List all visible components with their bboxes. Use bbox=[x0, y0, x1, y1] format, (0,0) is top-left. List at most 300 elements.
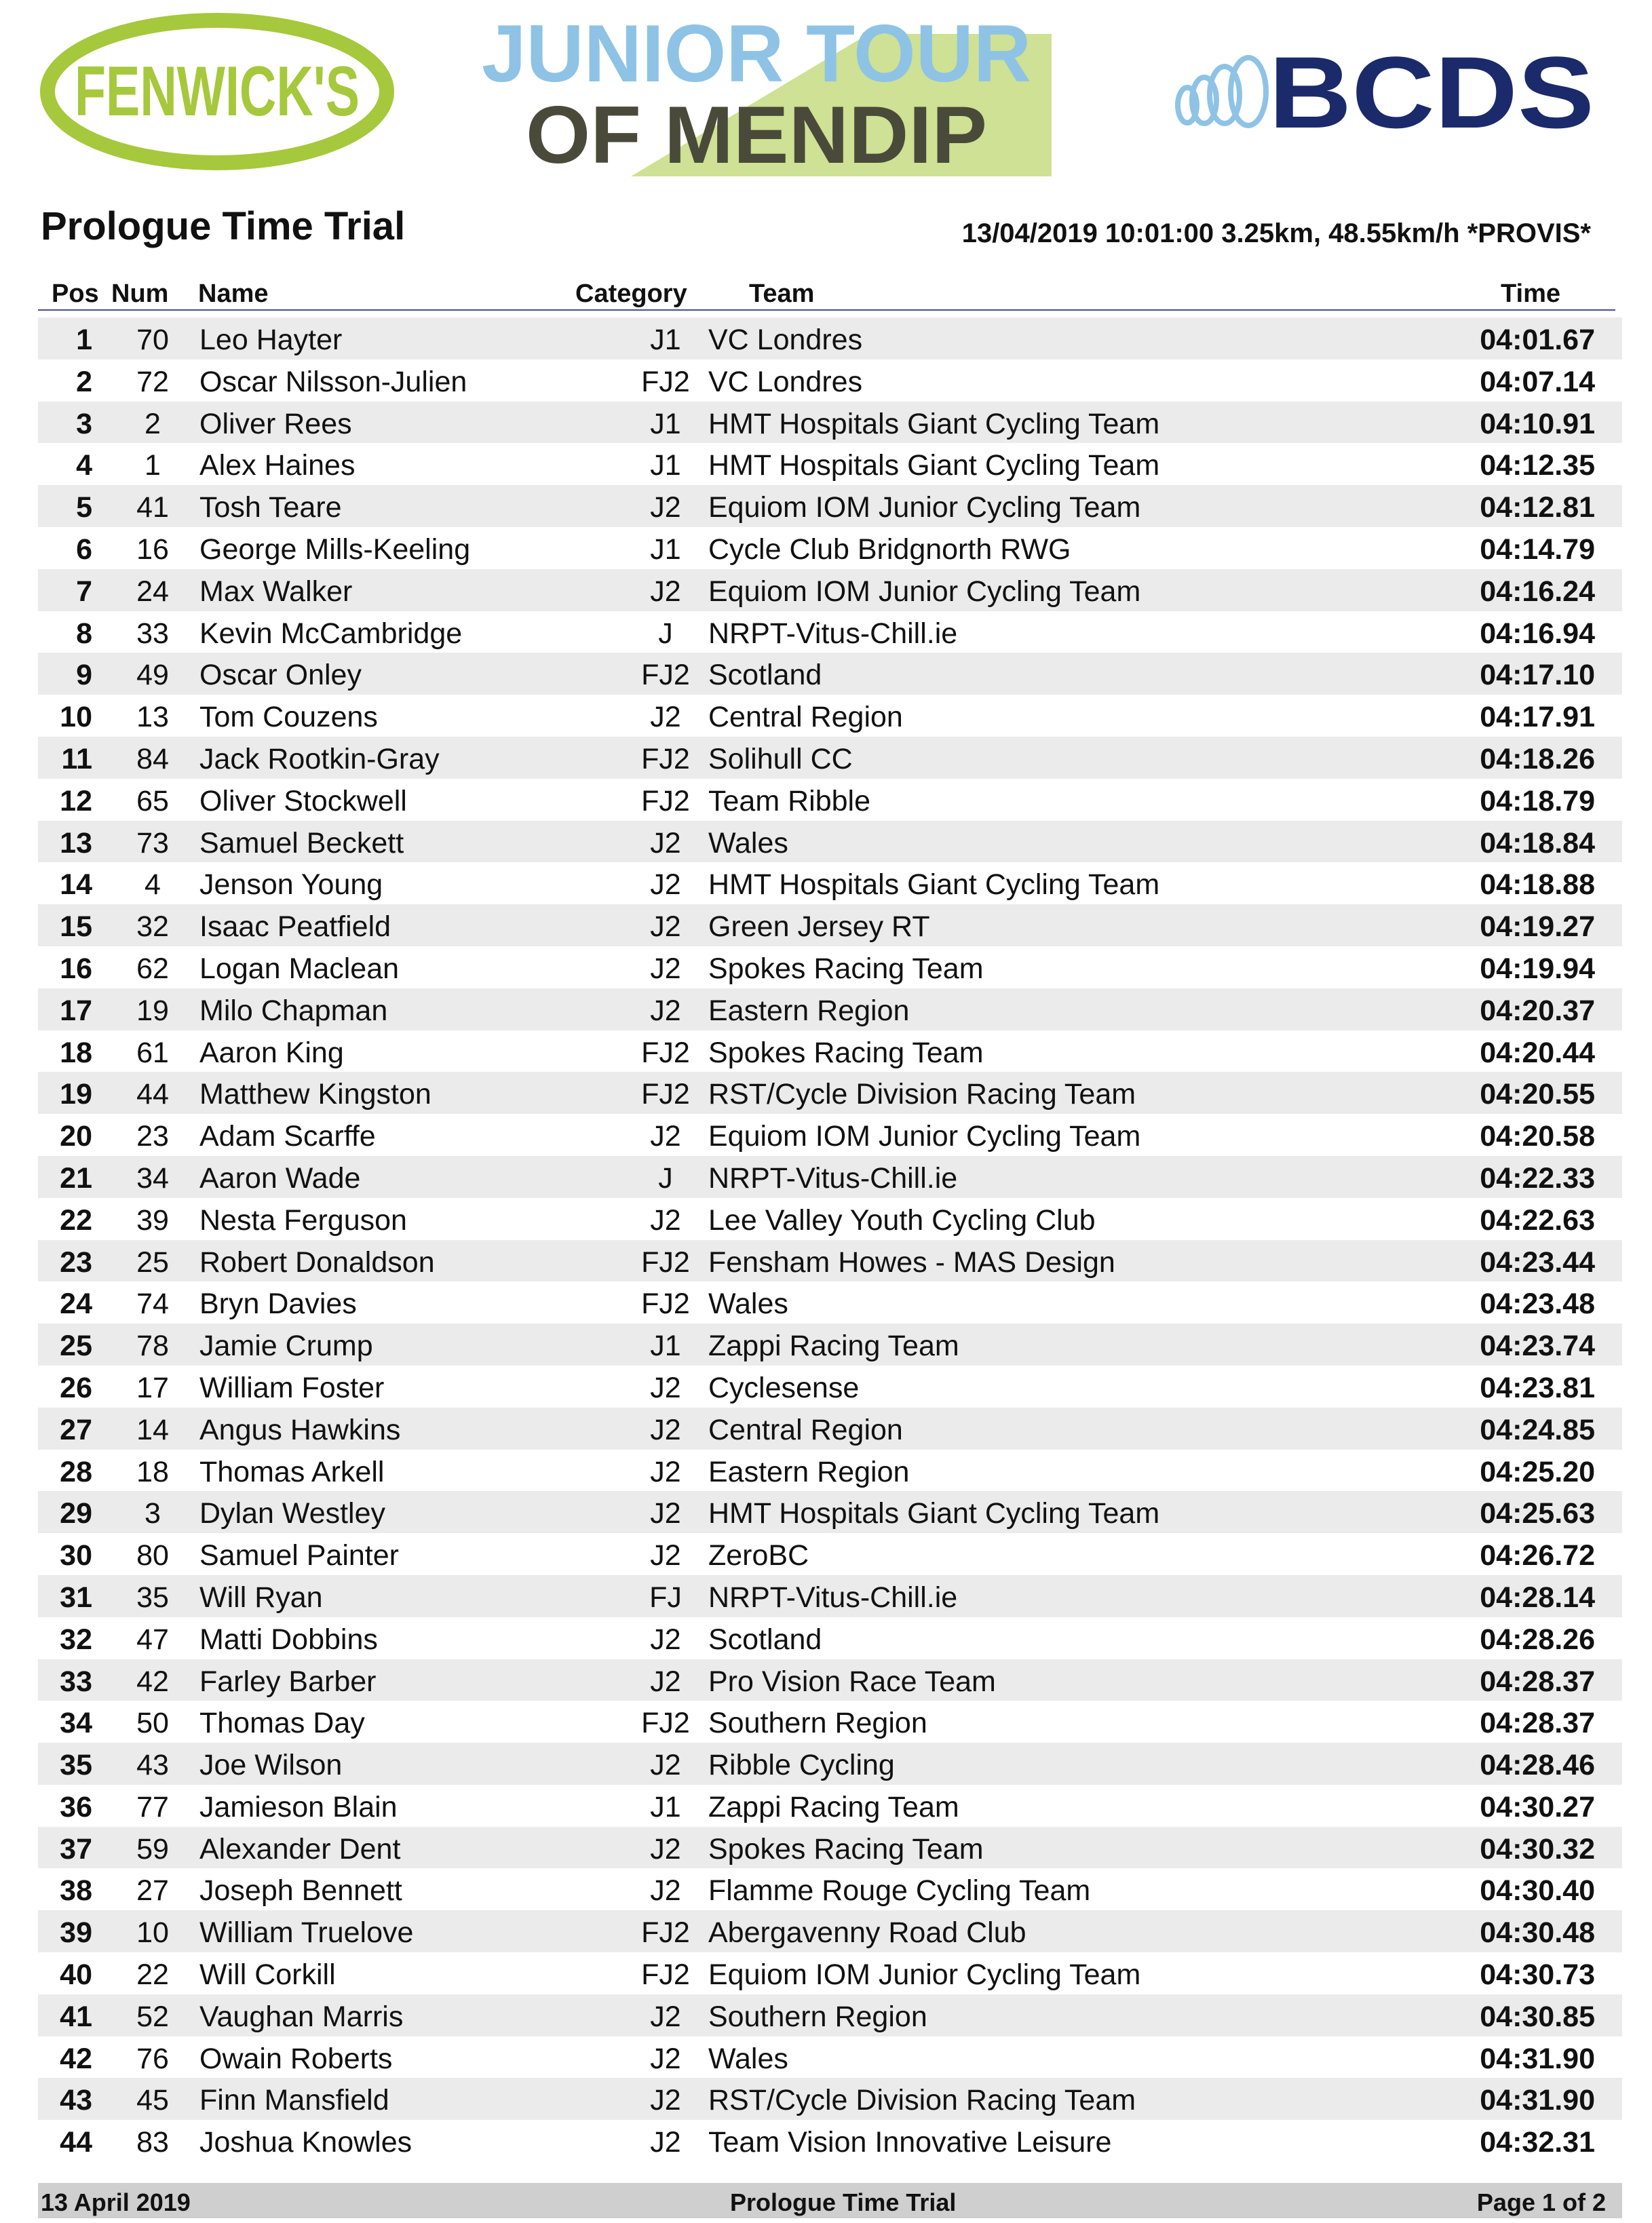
cell-team: HMT Hospitals Giant Cycling Team bbox=[708, 407, 1160, 440]
cell-num: 74 bbox=[136, 1288, 169, 1321]
cell-time: 04:18.84 bbox=[1480, 826, 1595, 859]
cell-team: Solihull CC bbox=[708, 742, 853, 775]
cell-pos: 16 bbox=[60, 952, 92, 985]
cell-num: 18 bbox=[136, 1455, 169, 1488]
cell-category: J2 bbox=[650, 868, 681, 902]
cell-pos: 1 bbox=[76, 324, 92, 356]
table-row bbox=[38, 2036, 1622, 2079]
cell-name: Isaac Peatfield bbox=[199, 910, 391, 944]
cell-num: 24 bbox=[136, 575, 169, 608]
table-row bbox=[38, 317, 1622, 360]
cell-category: J1 bbox=[650, 449, 681, 482]
table-row bbox=[38, 1281, 1622, 1323]
cell-category: FJ2 bbox=[641, 1288, 690, 1321]
cell-name: Tosh Teare bbox=[199, 491, 342, 524]
cell-pos: 24 bbox=[60, 1288, 92, 1321]
table-row bbox=[38, 1827, 1622, 1869]
cell-team: Cycle Club Bridgnorth RWG bbox=[708, 533, 1071, 566]
table-row bbox=[38, 862, 1622, 904]
cell-category: J2 bbox=[650, 2000, 681, 2033]
cell-team: Equiom IOM Junior Cycling Team bbox=[708, 1120, 1141, 1153]
table-row bbox=[38, 1156, 1622, 1198]
cell-time: 04:20.44 bbox=[1480, 1036, 1595, 1069]
table-row bbox=[38, 1952, 1622, 1994]
col-category: Category bbox=[575, 279, 687, 308]
cell-num: 65 bbox=[136, 784, 169, 817]
cell-category: FJ2 bbox=[641, 1245, 690, 1279]
cell-pos: 9 bbox=[76, 659, 92, 692]
cell-time: 04:23.81 bbox=[1480, 1371, 1595, 1404]
cell-pos: 33 bbox=[60, 1665, 92, 1698]
cell-name: Will Corkill bbox=[199, 1958, 336, 1992]
cell-time: 04:30.40 bbox=[1480, 1874, 1595, 1908]
cell-category: FJ2 bbox=[641, 365, 690, 398]
table-row bbox=[38, 1072, 1622, 1114]
page-footer bbox=[38, 2183, 1622, 2218]
bcds-logo-text: BCDS bbox=[1269, 35, 1594, 149]
cell-team: Wales bbox=[708, 826, 788, 859]
col-num: Num bbox=[111, 279, 169, 308]
cell-category: J bbox=[658, 1161, 673, 1195]
cell-num: 78 bbox=[136, 1330, 169, 1363]
cell-num: 10 bbox=[136, 1916, 169, 1950]
cell-num: 47 bbox=[136, 1623, 169, 1656]
cell-pos: 8 bbox=[76, 617, 92, 650]
cell-category: J2 bbox=[650, 994, 681, 1027]
col-pos: Pos bbox=[52, 279, 99, 308]
cell-pos: 6 bbox=[76, 533, 92, 566]
cell-pos: 28 bbox=[60, 1455, 92, 1488]
cell-team: Spokes Racing Team bbox=[708, 1036, 984, 1069]
cell-name: Matthew Kingston bbox=[199, 1078, 431, 1111]
cell-pos: 23 bbox=[60, 1245, 92, 1279]
cell-name: Adam Scarffe bbox=[199, 1120, 376, 1153]
cell-time: 04:22.63 bbox=[1480, 1203, 1595, 1237]
cell-team: Flamme Rouge Cycling Team bbox=[708, 1874, 1091, 1908]
junior-tour-logo bbox=[461, 7, 1052, 180]
cell-pos: 37 bbox=[60, 1832, 92, 1866]
cell-team: NRPT-Vitus-Chill.ie bbox=[708, 1161, 958, 1195]
cell-name: William Truelove bbox=[199, 1916, 414, 1950]
table-row bbox=[38, 653, 1622, 695]
cell-pos: 41 bbox=[60, 2000, 92, 2033]
table-row bbox=[38, 1575, 1622, 1617]
cell-time: 04:25.20 bbox=[1480, 1455, 1595, 1488]
table-row bbox=[38, 1785, 1622, 1827]
cell-category: J1 bbox=[650, 1330, 681, 1363]
cell-pos: 44 bbox=[60, 2126, 92, 2159]
cell-team: Eastern Region bbox=[708, 994, 910, 1027]
cell-team: Equiom IOM Junior Cycling Team bbox=[708, 491, 1141, 524]
cell-num: 70 bbox=[136, 324, 169, 356]
race-info: 13/04/2019 10:01:00 3.25km, 48.55km/h *PROVIS* bbox=[961, 218, 1591, 248]
cell-category: FJ2 bbox=[641, 742, 690, 775]
cell-team: Eastern Region bbox=[708, 1455, 910, 1488]
cell-num: 22 bbox=[136, 1958, 169, 1992]
cell-num: 17 bbox=[136, 1371, 169, 1404]
table-row bbox=[38, 443, 1622, 485]
cell-team: Zappi Racing Team bbox=[708, 1790, 959, 1823]
cell-pos: 38 bbox=[60, 1874, 92, 1908]
table-row bbox=[38, 527, 1622, 569]
cell-team: VC Londres bbox=[708, 324, 863, 356]
cell-team: Pro Vision Race Team bbox=[708, 1665, 996, 1698]
cell-num: 45 bbox=[136, 2084, 169, 2117]
cell-category: J2 bbox=[650, 2084, 681, 2117]
cell-name: Nesta Ferguson bbox=[199, 1203, 407, 1237]
cell-num: 1 bbox=[145, 449, 161, 482]
cell-num: 27 bbox=[136, 1874, 169, 1908]
cell-time: 04:30.73 bbox=[1480, 1958, 1595, 1992]
cell-name: George Mills-Keeling bbox=[199, 533, 471, 566]
table-row bbox=[38, 1743, 1622, 1785]
cell-category: FJ2 bbox=[641, 1916, 690, 1950]
cell-category: J1 bbox=[650, 1790, 681, 1823]
cell-name: Vaughan Marris bbox=[199, 2000, 404, 2033]
cell-team: ZeroBC bbox=[708, 1539, 809, 1572]
cell-pos: 26 bbox=[60, 1371, 92, 1404]
cell-num: 16 bbox=[136, 533, 169, 566]
cell-pos: 3 bbox=[76, 407, 92, 440]
cell-time: 04:10.91 bbox=[1480, 407, 1595, 440]
cell-time: 04:30.32 bbox=[1480, 1832, 1595, 1866]
cell-team: Team Vision Innovative Leisure bbox=[708, 2126, 1112, 2159]
bcds-rings-icon bbox=[1178, 58, 1266, 125]
cell-num: 50 bbox=[136, 1707, 169, 1740]
fenwicks-logo-text: FENWICK'S bbox=[75, 52, 360, 131]
cell-time: 04:23.74 bbox=[1480, 1330, 1595, 1363]
cell-time: 04:20.37 bbox=[1480, 994, 1595, 1027]
cell-team: HMT Hospitals Giant Cycling Team bbox=[708, 868, 1160, 902]
cell-time: 04:28.14 bbox=[1480, 1581, 1595, 1614]
cell-name: Samuel Painter bbox=[199, 1539, 399, 1572]
cell-category: FJ2 bbox=[641, 1078, 690, 1111]
cell-name: Jack Rootkin-Gray bbox=[199, 742, 440, 775]
cell-pos: 31 bbox=[60, 1581, 92, 1614]
cell-num: 76 bbox=[136, 2042, 169, 2075]
cell-num: 44 bbox=[136, 1078, 169, 1111]
cell-team: Team Ribble bbox=[708, 784, 870, 817]
cell-category: FJ2 bbox=[641, 1707, 690, 1740]
cell-category: J2 bbox=[650, 1874, 681, 1908]
cell-time: 04:30.48 bbox=[1480, 1916, 1595, 1950]
cell-team: Ribble Cycling bbox=[708, 1749, 895, 1782]
cell-name: Jamie Crump bbox=[199, 1330, 373, 1363]
cell-pos: 42 bbox=[60, 2042, 92, 2075]
cell-name: Jenson Young bbox=[199, 868, 383, 902]
cell-num: 25 bbox=[136, 1245, 169, 1279]
cell-time: 04:07.14 bbox=[1480, 365, 1595, 398]
cell-num: 35 bbox=[136, 1581, 169, 1614]
cell-team: Abergavenny Road Club bbox=[708, 1916, 1026, 1950]
cell-time: 04:01.67 bbox=[1480, 324, 1595, 356]
col-name: Name bbox=[198, 279, 269, 308]
cell-pos: 29 bbox=[60, 1497, 92, 1530]
cell-team: Green Jersey RT bbox=[708, 910, 930, 944]
cell-time: 04:20.58 bbox=[1480, 1120, 1595, 1153]
cell-time: 04:22.33 bbox=[1480, 1161, 1595, 1195]
table-row bbox=[38, 695, 1622, 737]
cell-time: 04:28.37 bbox=[1480, 1665, 1595, 1698]
cell-time: 04:23.44 bbox=[1480, 1245, 1595, 1279]
cell-category: FJ bbox=[649, 1581, 682, 1614]
cell-category: J2 bbox=[650, 1120, 681, 1153]
cell-pos: 10 bbox=[60, 701, 92, 734]
cell-name: Samuel Beckett bbox=[199, 826, 404, 859]
cell-category: FJ2 bbox=[641, 659, 690, 692]
cell-team: Central Region bbox=[708, 1413, 903, 1446]
cell-pos: 25 bbox=[60, 1330, 92, 1363]
cell-pos: 40 bbox=[60, 1958, 92, 1992]
cell-name: Finn Mansfield bbox=[199, 2084, 389, 2117]
cell-pos: 19 bbox=[60, 1078, 92, 1111]
cell-name: Joshua Knowles bbox=[199, 2126, 412, 2159]
cell-pos: 35 bbox=[60, 1749, 92, 1782]
cell-num: 49 bbox=[136, 659, 169, 692]
cell-category: FJ2 bbox=[641, 1036, 690, 1069]
cell-category: J2 bbox=[650, 2126, 681, 2159]
table-row bbox=[38, 1030, 1622, 1072]
cell-category: J2 bbox=[650, 575, 681, 608]
cell-num: 34 bbox=[136, 1161, 169, 1195]
cell-time: 04:12.81 bbox=[1480, 491, 1595, 524]
table-row bbox=[38, 569, 1622, 611]
cell-pos: 27 bbox=[60, 1413, 92, 1446]
cell-num: 77 bbox=[136, 1790, 169, 1823]
cell-name: Thomas Day bbox=[199, 1707, 365, 1740]
cell-time: 04:12.35 bbox=[1480, 449, 1595, 482]
cell-team: HMT Hospitals Giant Cycling Team bbox=[708, 1497, 1160, 1530]
cell-pos: 15 bbox=[60, 910, 92, 944]
cell-num: 43 bbox=[136, 1749, 169, 1782]
bcds-logo bbox=[1167, 35, 1601, 149]
cell-pos: 7 bbox=[76, 575, 92, 608]
cell-pos: 11 bbox=[61, 742, 92, 775]
cell-time: 04:18.79 bbox=[1480, 784, 1595, 817]
cell-category: J2 bbox=[650, 2042, 681, 2075]
cell-time: 04:30.85 bbox=[1480, 2000, 1595, 2033]
col-time: Time bbox=[1501, 279, 1561, 308]
junior-tour-line2: OF MENDIP bbox=[526, 90, 987, 180]
cell-time: 04:18.26 bbox=[1480, 742, 1595, 775]
cell-team: Spokes Racing Team bbox=[708, 1832, 984, 1866]
cell-num: 61 bbox=[136, 1036, 169, 1069]
header-divider bbox=[38, 309, 1615, 311]
table-row bbox=[38, 1617, 1622, 1659]
cell-pos: 18 bbox=[60, 1036, 92, 1069]
cell-pos: 22 bbox=[60, 1203, 92, 1237]
cell-team: Scotland bbox=[708, 659, 822, 692]
cell-team: HMT Hospitals Giant Cycling Team bbox=[708, 449, 1160, 482]
cell-category: FJ2 bbox=[641, 784, 690, 817]
cell-name: Aaron King bbox=[199, 1036, 344, 1069]
table-row bbox=[38, 779, 1622, 821]
cell-name: Oliver Rees bbox=[199, 407, 352, 440]
junior-tour-line1: JUNIOR TOUR bbox=[482, 8, 1031, 99]
table-row bbox=[38, 360, 1622, 402]
cell-category: J1 bbox=[650, 533, 681, 566]
cell-time: 04:16.94 bbox=[1480, 617, 1595, 650]
table-row bbox=[38, 988, 1622, 1030]
footer-title: Prologue Time Trial bbox=[730, 2188, 957, 2216]
table-row bbox=[38, 946, 1622, 988]
cell-time: 04:26.72 bbox=[1480, 1539, 1595, 1572]
cell-name: Oscar Onley bbox=[199, 659, 362, 692]
table-row bbox=[38, 402, 1622, 444]
cell-name: Milo Chapman bbox=[199, 994, 388, 1027]
cell-category: J1 bbox=[650, 407, 681, 440]
cell-num: 14 bbox=[136, 1413, 169, 1446]
cell-category: J2 bbox=[650, 910, 681, 944]
cell-category: FJ2 bbox=[641, 1958, 690, 1992]
cell-pos: 13 bbox=[60, 826, 92, 859]
cell-time: 04:25.63 bbox=[1480, 1497, 1595, 1530]
cell-name: Matti Dobbins bbox=[199, 1623, 378, 1656]
cell-num: 19 bbox=[136, 994, 169, 1027]
table-row bbox=[38, 1910, 1622, 1952]
cell-time: 04:17.10 bbox=[1480, 659, 1595, 692]
table-row bbox=[38, 1408, 1622, 1450]
cell-pos: 20 bbox=[60, 1120, 92, 1153]
cell-category: J2 bbox=[650, 1203, 681, 1237]
cell-num: 3 bbox=[145, 1497, 161, 1530]
cell-category: J2 bbox=[650, 1623, 681, 1656]
cell-team: Lee Valley Youth Cycling Club bbox=[708, 1203, 1096, 1237]
cell-pos: 36 bbox=[60, 1790, 92, 1823]
cell-num: 32 bbox=[136, 910, 169, 944]
cell-category: J2 bbox=[650, 952, 681, 985]
cell-pos: 43 bbox=[60, 2084, 92, 2117]
cell-num: 80 bbox=[136, 1539, 169, 1572]
cell-pos: 39 bbox=[60, 1916, 92, 1950]
cell-team: RST/Cycle Division Racing Team bbox=[708, 1078, 1136, 1111]
cell-time: 04:14.79 bbox=[1480, 533, 1595, 566]
table-row bbox=[38, 1701, 1622, 1743]
cell-num: 41 bbox=[136, 491, 169, 524]
table-row bbox=[38, 1366, 1622, 1408]
cell-num: 4 bbox=[145, 868, 161, 902]
cell-name: Tom Couzens bbox=[199, 701, 378, 734]
cell-name: Robert Donaldson bbox=[199, 1245, 435, 1279]
cell-pos: 2 bbox=[76, 365, 92, 398]
cell-team: Fensham Howes - MAS Design bbox=[708, 1245, 1115, 1279]
cell-category: J2 bbox=[650, 1832, 681, 1866]
page-title: Prologue Time Trial bbox=[41, 204, 406, 248]
cell-time: 04:32.31 bbox=[1480, 2126, 1595, 2159]
cell-category: J2 bbox=[650, 1539, 681, 1572]
cell-num: 2 bbox=[145, 407, 161, 440]
cell-category: J1 bbox=[650, 324, 681, 356]
cell-team: Spokes Racing Team bbox=[708, 952, 984, 985]
cell-team: Equiom IOM Junior Cycling Team bbox=[708, 575, 1141, 608]
table-row bbox=[38, 1994, 1622, 2036]
cell-num: 52 bbox=[136, 2000, 169, 2033]
cell-num: 23 bbox=[136, 1120, 169, 1153]
cell-time: 04:16.24 bbox=[1480, 575, 1595, 608]
cell-time: 04:24.85 bbox=[1480, 1413, 1595, 1446]
cell-pos: 5 bbox=[76, 491, 92, 524]
cell-name: Thomas Arkell bbox=[199, 1455, 385, 1488]
cell-num: 73 bbox=[136, 826, 169, 859]
fenwicks-logo bbox=[41, 14, 393, 170]
cell-name: Leo Hayter bbox=[199, 324, 343, 356]
cell-num: 42 bbox=[136, 1665, 169, 1698]
table-row bbox=[38, 904, 1622, 946]
cell-time: 04:20.55 bbox=[1480, 1078, 1595, 1111]
table-row bbox=[38, 1491, 1622, 1533]
cell-name: Oscar Nilsson-Julien bbox=[199, 365, 467, 398]
cell-num: 62 bbox=[136, 952, 169, 985]
cell-num: 84 bbox=[136, 742, 169, 775]
cell-name: Farley Barber bbox=[199, 1665, 377, 1698]
cell-time: 04:28.46 bbox=[1480, 1749, 1595, 1782]
cell-name: Jamieson Blain bbox=[199, 1790, 398, 1823]
table-row bbox=[38, 611, 1622, 653]
cell-name: Dylan Westley bbox=[199, 1497, 386, 1530]
cell-category: J2 bbox=[650, 1665, 681, 1698]
results-table bbox=[38, 317, 1622, 2162]
cell-team: Wales bbox=[708, 1288, 788, 1321]
cell-name: Joseph Bennett bbox=[199, 1874, 402, 1908]
table-row bbox=[38, 1323, 1622, 1366]
cell-name: Joe Wilson bbox=[199, 1749, 343, 1782]
cell-category: J2 bbox=[650, 1497, 681, 1530]
cell-name: Alex Haines bbox=[199, 449, 356, 482]
cell-name: Will Ryan bbox=[199, 1581, 323, 1614]
cell-team: NRPT-Vitus-Chill.ie bbox=[708, 617, 958, 650]
cell-category: J2 bbox=[650, 1455, 681, 1488]
cell-time: 04:31.90 bbox=[1480, 2042, 1595, 2075]
cell-category: J2 bbox=[650, 1371, 681, 1404]
table-row bbox=[38, 1868, 1622, 1910]
cell-category: J2 bbox=[650, 491, 681, 524]
table-row bbox=[38, 485, 1622, 527]
cell-pos: 14 bbox=[60, 868, 92, 902]
table-row bbox=[38, 1533, 1622, 1575]
cell-time: 04:19.27 bbox=[1480, 910, 1595, 944]
sponsor-logos bbox=[0, 0, 1652, 190]
cell-team: Central Region bbox=[708, 701, 903, 734]
cell-name: Max Walker bbox=[199, 575, 353, 608]
cell-team: Southern Region bbox=[708, 2000, 927, 2033]
cell-category: J bbox=[658, 617, 673, 650]
cell-num: 33 bbox=[136, 617, 169, 650]
cell-team: Southern Region bbox=[708, 1707, 927, 1740]
table-row bbox=[38, 1240, 1622, 1282]
cell-team: NRPT-Vitus-Chill.ie bbox=[708, 1581, 958, 1614]
cell-name: Oliver Stockwell bbox=[199, 784, 407, 817]
cell-pos: 4 bbox=[76, 449, 92, 482]
cell-name: Owain Roberts bbox=[199, 2042, 393, 2075]
cell-team: VC Londres bbox=[708, 365, 863, 398]
cell-num: 39 bbox=[136, 1203, 169, 1237]
cell-name: Logan Maclean bbox=[199, 952, 400, 985]
cell-pos: 30 bbox=[60, 1539, 92, 1572]
table-row bbox=[38, 1450, 1622, 1492]
cell-name: Aaron Wade bbox=[199, 1161, 361, 1195]
cell-num: 13 bbox=[136, 701, 169, 734]
cell-team: Cyclesense bbox=[708, 1371, 860, 1404]
cell-time: 04:30.27 bbox=[1480, 1790, 1595, 1823]
cell-time: 04:18.88 bbox=[1480, 868, 1595, 902]
cell-team: Equiom IOM Junior Cycling Team bbox=[708, 1958, 1141, 1992]
cell-team: Scotland bbox=[708, 1623, 822, 1656]
cell-time: 04:23.48 bbox=[1480, 1288, 1595, 1321]
cell-category: J2 bbox=[650, 1413, 681, 1446]
cell-time: 04:19.94 bbox=[1480, 952, 1595, 985]
cell-name: Bryn Davies bbox=[199, 1288, 357, 1321]
table-row bbox=[38, 1198, 1622, 1240]
